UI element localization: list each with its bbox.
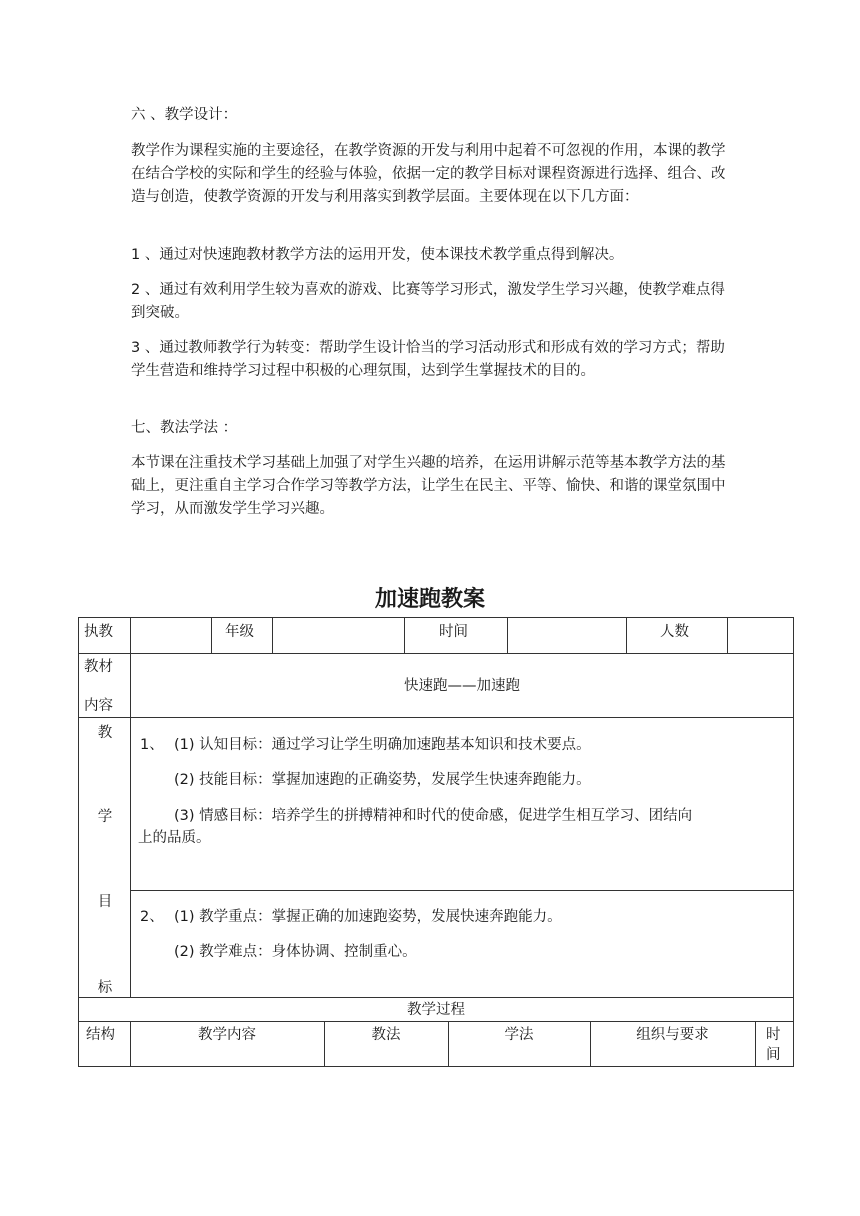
goal-emotion-line2: 上的品质。: [138, 830, 211, 846]
teaching-focus: (1) 教学重点：掌握正确的加速跑姿势，发展快速奔跑能力。: [174, 909, 562, 925]
col-time-line2: 间: [766, 1047, 781, 1063]
objectives-label-char: 学: [97, 809, 113, 825]
section6-item-2: 2 、通过有效利用学生较为喜欢的游戏、比赛等学习形式，激发学生学习兴趣，使教学难点得到突破。: [131, 282, 725, 321]
teaching-difficulty: (2) 教学难点：身体协调、控制重心。: [174, 944, 417, 960]
goal-cognitive: (1) 认知目标：通过学习让学生明确加速跑基本知识和技术要点。: [174, 737, 591, 753]
count-label: 人数: [660, 624, 689, 640]
section6-paragraph: 教学作为课程实施的主要途径，在教学资源的开发与利用中起着不可忽视的作用，本课的教学在结合学校的实际和学生的经验与体验，依据一定的教学目标对课程资源进行选择、组合、改造与创造，使教学资源的开发与利用落实到教学层面。主要体现在以下几方面：: [131, 143, 726, 205]
objectives-group1-number: 1、: [140, 737, 164, 753]
lesson-plan-title: 加速跑教案: [374, 587, 485, 612]
objectives-label-char: 标: [97, 980, 113, 996]
material-label-line2: 内容: [84, 698, 113, 714]
time-label: 时间: [439, 624, 468, 640]
col-structure: 结构: [86, 1027, 115, 1043]
col-teaching-method: 教法: [371, 1027, 401, 1043]
col-organization: 组织与要求: [636, 1027, 709, 1043]
goal-skill: (2) 技能目标：掌握加速跑的正确姿势，发展学生快速奔跑能力。: [174, 772, 591, 788]
section6-item-1: 1 、通过对快速跑教材教学方法的运用开发，使本课技术教学重点得到解决。: [131, 247, 624, 263]
section6-heading: 六 、教学设计：: [131, 107, 238, 123]
section6-item-3: 3 、通过教师教学行为转变：帮助学生设计恰当的学习活动形式和形成有效的学习方式；帮助学生营造和维持学习过程中积极的心理氛围，达到学生掌握技术的目的。: [131, 340, 725, 379]
objectives-group2-number: 2、: [140, 909, 164, 925]
material-value: 快速跑——加速跑: [404, 678, 520, 694]
objectives-label-char: 目: [97, 894, 113, 910]
teacher-label: 执教: [84, 624, 113, 640]
section7-paragraph: 本节课在注重技术学习基础上加强了对学生兴趣的培养，在运用讲解示范等基本教学方法的基础上，更注重自主学习合作学习等教学方法，让学生在民主、平等、愉快、和谐的课堂氛围中学习，从而激发学生学习兴趣。: [131, 455, 726, 517]
col-content: 教学内容: [198, 1027, 256, 1043]
objectives-label-char: 教: [97, 725, 113, 741]
col-time-line1: 时: [766, 1027, 781, 1043]
grade-label: 年级: [225, 624, 254, 640]
material-label-line1: 教材: [84, 659, 113, 675]
goal-emotion-line1: (3) 情感目标：培养学生的拼搏精神和时代的使命感，促进学生相互学习、团结向: [174, 808, 693, 824]
section7-heading: 七、教法学法 ：: [131, 420, 238, 436]
col-learning-method: 学法: [504, 1027, 534, 1043]
process-label: 教学过程: [407, 1002, 465, 1018]
